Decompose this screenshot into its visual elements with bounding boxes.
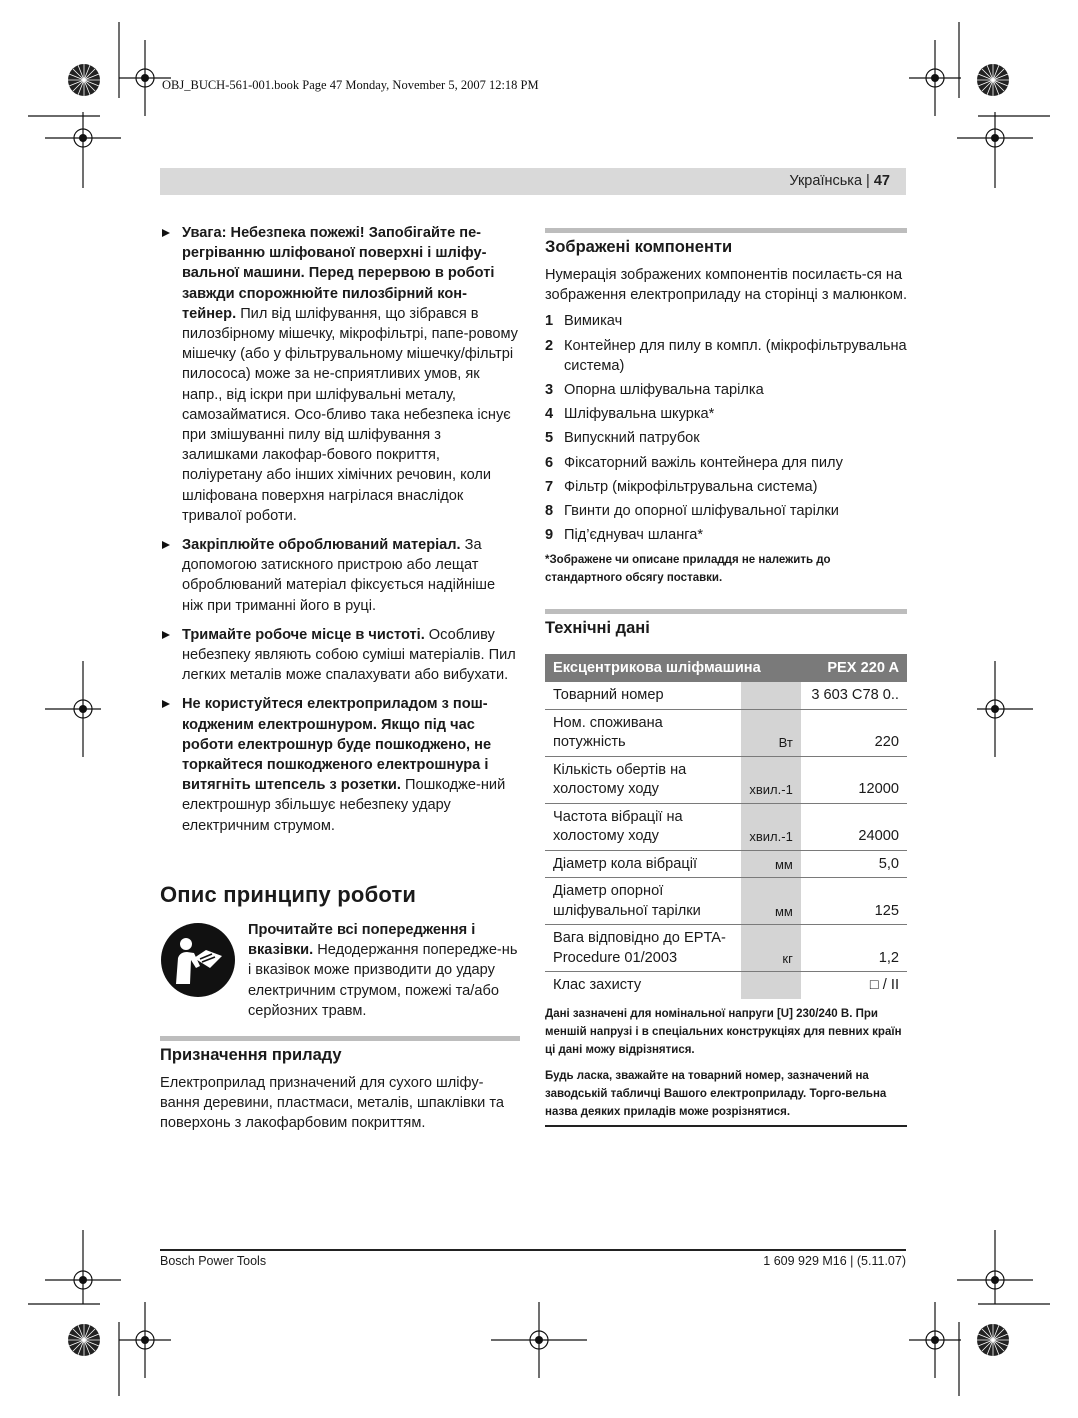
table-row	[545, 972, 907, 999]
header-label	[789, 173, 890, 189]
row-unit	[741, 682, 801, 709]
table-header-row	[545, 654, 907, 682]
header-language: Українська	[789, 173, 863, 189]
bullet-bold: Тримайте робоче місце в чистоті.	[182, 626, 425, 643]
left-column	[160, 223, 520, 1134]
list-item	[545, 404, 907, 424]
warning-text	[248, 920, 520, 1021]
components-list	[545, 311, 907, 545]
item-number: 6	[545, 454, 554, 471]
table-row	[545, 682, 907, 709]
list-item	[545, 525, 907, 545]
item-text: Фіксаторний важіль контейнера для пилу	[564, 454, 843, 471]
safety-bullet	[160, 535, 520, 616]
read-manual-icon	[160, 922, 236, 998]
row-unit: мм	[741, 878, 801, 925]
bullet-bold: Не користуйтеся електроприладом з пош-кодженим електрошнуром. Якщо під час роботи електрошнур буде пошкоджено, не торкайтеся пошкодженого електрошнура і витягніть штепсель з розетки.	[182, 696, 492, 794]
table-row	[545, 925, 907, 972]
row-value: 3 603 C78 0..	[801, 682, 907, 709]
row-value: □ / II	[869, 977, 899, 994]
list-item	[545, 336, 907, 376]
components-heading: Зображені компоненти	[545, 228, 907, 257]
item-number: 5	[545, 430, 554, 447]
safety-bullet	[160, 694, 520, 835]
table-head-model: PEX 220 A	[801, 654, 907, 682]
safety-bullet	[160, 625, 520, 686]
row-label: Товарний номер	[545, 682, 741, 709]
purpose-heading: Призначення приладу	[160, 1036, 520, 1065]
item-text: Шліфувальна шкурка*	[564, 406, 715, 423]
bullet-bold: Закріплюйте оброблюваний матеріал.	[182, 537, 461, 554]
footer-doc-number: 1 609 929 M16 | (5.11.07)	[763, 1254, 906, 1268]
bullet-bold: Увага: Небезпека пожежі! Запобігайте пе-регріванню шліфованої поверхні і шліфу-вальної машини. Перед перервою в роботі завжди спорожнюйте пилозбірний кон-тейнер.	[182, 225, 495, 322]
item-text: Контейнер для пилу в компл. (мікрофільтрувальна система)	[564, 337, 907, 374]
row-value: 5,0	[801, 850, 907, 878]
row-value: 220	[801, 709, 907, 756]
list-item	[545, 428, 907, 448]
footer-brand: Bosch Power Tools	[160, 1254, 267, 1268]
row-label: Кількість обертів на холостому ходу	[545, 756, 741, 803]
tech-data-table	[545, 654, 907, 999]
warning-body: Недодержання попередже-нь і вказівок може призводити до удару електричним струмом, пожежі та/або серйозних травм.	[248, 942, 518, 1019]
row-unit	[741, 972, 801, 999]
table-row	[545, 850, 907, 878]
row-value: 12000	[801, 756, 907, 803]
row-value: 1,2	[801, 925, 907, 972]
section-title: Опис принципу роботи	[160, 881, 417, 907]
list-item	[545, 380, 907, 400]
bullet-text: Пошкодже-ний електрошнур збільшує небезпеку удару електричним струмом.	[182, 777, 506, 834]
list-item	[545, 311, 907, 331]
bullet-triangle-icon	[162, 631, 170, 639]
item-text: Випускний патрубок	[564, 430, 700, 447]
item-number: 3	[545, 382, 554, 399]
list-item	[545, 477, 907, 497]
item-text: Під’єднувач шланга*	[564, 527, 704, 544]
table-row	[545, 878, 907, 925]
bullet-triangle-icon	[162, 541, 170, 549]
print-info-slug: OBJ_BUCH-561-001.book Page 47 Monday, November 5, 2007 12:18 PM	[162, 78, 539, 92]
table-row	[545, 803, 907, 850]
row-value: 125	[801, 878, 907, 925]
footer-rule	[160, 1249, 906, 1251]
row-label: Частота вібрації на холостому ходу	[545, 803, 741, 850]
components-footnote: *Зображене чи описане приладдя не належить до стандартного обсягу поставки.	[545, 554, 831, 585]
row-unit: кг	[741, 925, 801, 972]
item-number: 4	[545, 406, 554, 423]
page-number: 47	[873, 173, 890, 189]
table-row	[545, 709, 907, 756]
bullet-text: Пил від шліфування, що зібрався в пилозбірному мішечку, мікрофільтрі, папе-ровому мішечку (або у фільтрувальному мішечку/фільтрі пилососа) може за не-сприятливих умов, як напр., від іскри при шліфувальні металу, самозайматися. Осо-бливо така небезпека існує при змішуванні пилу від шліфування з залишками лакофар-бового покриття, поліуретану або інших хімічних речовин, коли шліфована поверхня нагрілася внаслідок тривалої роботи.	[182, 305, 518, 524]
item-number: 9	[545, 527, 554, 544]
row-unit: хвил.-1	[741, 803, 801, 850]
bullet-triangle-icon	[162, 700, 170, 708]
item-number: 7	[545, 478, 554, 495]
right-column	[545, 228, 907, 1127]
read-instructions-warning	[160, 920, 520, 1032]
row-label: Клас захисту	[553, 977, 642, 994]
warning-bold: Прочитайте всі попередження і вказівки.	[248, 921, 476, 959]
item-text: Гвинти до опорної шліфувальної тарілки	[564, 503, 839, 520]
purpose-text: Електроприлад призначений для сухого шліфу-вання деревини, пластмаси, металів, шпаклівки та поверхонь з лакофарбовим покриттям.	[160, 1074, 505, 1132]
row-value: 24000	[801, 803, 907, 850]
item-text: Вимикач	[564, 313, 623, 330]
row-label: Ном. споживана потужність	[545, 709, 741, 756]
tech-note-article: Будь ласка, зважайте на товарний номер, зазначений на заводській табличці Вашого електроприладу. Торго-вельна назва деяких приладів може розрізнятися.	[545, 1067, 907, 1127]
header-separator: |	[866, 173, 870, 189]
row-unit: Вт	[741, 709, 801, 756]
row-label: Діаметр опорної шліфувальної тарілки	[545, 878, 741, 925]
item-text: Фільтр (мікрофільтрувальна система)	[564, 478, 818, 495]
row-label: Діаметр кола вібрації	[545, 850, 741, 878]
row-unit: мм	[741, 850, 801, 878]
safety-bullet	[160, 223, 520, 526]
item-text: Опорна шліфувальна тарілка	[564, 382, 764, 399]
item-number: 2	[545, 337, 554, 354]
list-item	[545, 453, 907, 473]
bullet-triangle-icon	[162, 229, 170, 237]
tech-heading: Технічні дані	[545, 609, 907, 638]
table-head-label: Ексцентрикова шліфмашина	[545, 654, 801, 682]
row-label: Вага відповідно до EPTA-Procedure 01/2003	[545, 925, 741, 972]
tech-note-voltage: Дані зазначені для номінальної напруги [U] 230/240 В. При меншій напрузі і в спеціальних конструкціях для певних країн ці дані можу відрізнятися.	[545, 1007, 902, 1056]
page-header	[160, 168, 906, 195]
row-unit: хвил.-1	[741, 756, 801, 803]
item-number: 1	[545, 313, 554, 330]
item-number: 8	[545, 503, 554, 520]
bullet-text: Особливу небезпеку являють собою суміші матеріалів. Пил легких металів може спалахувати або вибухати.	[182, 626, 516, 684]
list-item	[545, 501, 907, 521]
bullet-text: За допомогою затискного пристрою або лещат оброблюваний матеріал фіксується надійніше ніж при триманні його в руці.	[182, 537, 496, 614]
table-row	[545, 756, 907, 803]
components-intro: Нумерація зображених компонентів посилаєть-ся на зображення електроприладу на сторінці з малюнком.	[545, 267, 907, 304]
